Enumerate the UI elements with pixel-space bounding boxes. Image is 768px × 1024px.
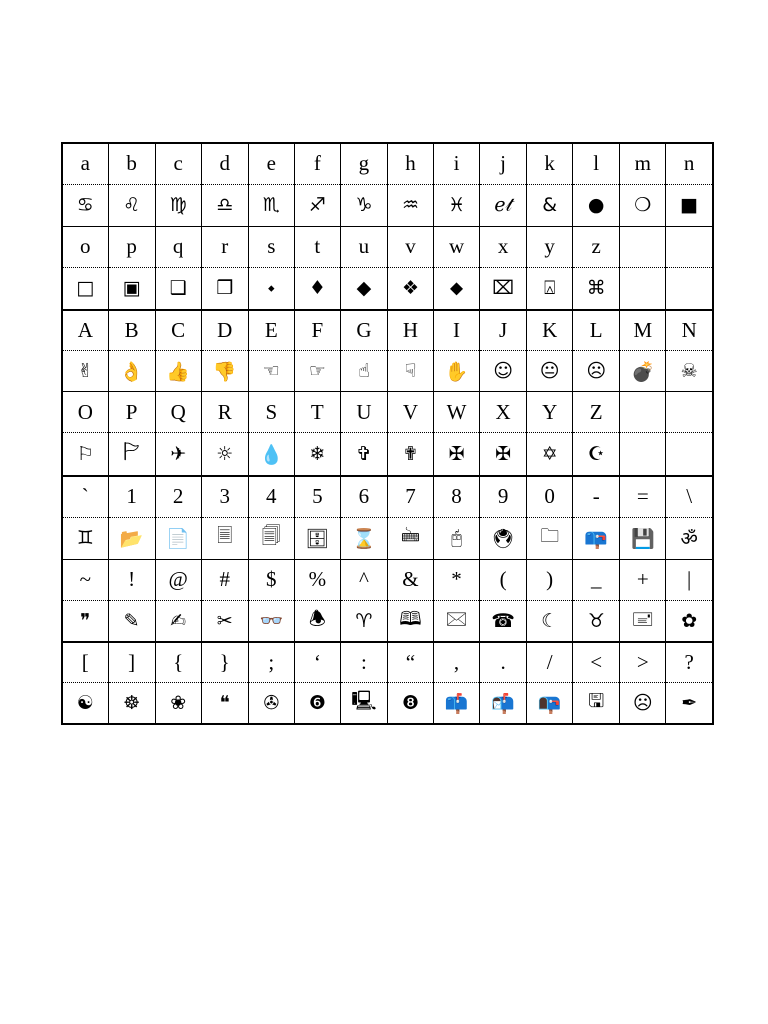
key-cell: A xyxy=(62,310,108,351)
mailbox-open-icon: 📬 xyxy=(480,683,527,724)
star-of-david-icon: ✡ xyxy=(527,433,573,476)
key-cell: b xyxy=(108,143,155,184)
disk-icon: 🖫 xyxy=(573,683,620,724)
writing-hand-icon: ✍ xyxy=(155,601,201,642)
character-map-body xyxy=(62,143,713,724)
character-map-table xyxy=(61,142,714,725)
pisces-sign-icon: ♓ xyxy=(434,184,480,226)
glyph-row xyxy=(62,517,713,559)
pointing-down-icon: ☟ xyxy=(387,351,433,392)
key-cell: P xyxy=(108,392,155,433)
key-cell: O xyxy=(62,392,108,433)
up-arrow-box-icon: ⍓ xyxy=(527,267,573,309)
glyph-row xyxy=(62,267,713,309)
leo-sign-icon: ♌ xyxy=(108,184,155,226)
key-cell: g xyxy=(340,143,387,184)
open-quote-icon: ❝ xyxy=(201,683,248,724)
medium-diamond-icon: ♦ xyxy=(294,267,340,309)
key-cell: H xyxy=(387,310,433,351)
scissors-icon: ✂ xyxy=(201,601,248,642)
et-ligature-icon: ℯ𝓉 xyxy=(480,184,527,226)
pennant-flag-icon: 🏱 xyxy=(108,433,155,476)
mailbox-icon: 📪 xyxy=(573,517,620,559)
key-cell: B xyxy=(108,310,155,351)
neutral-face-icon: 😐 xyxy=(527,351,573,392)
key-cell: + xyxy=(620,559,666,600)
key-cell: q xyxy=(155,226,201,267)
key-cell: j xyxy=(480,143,527,184)
key-cell: 6 xyxy=(340,476,387,517)
key-cell: 1 xyxy=(108,476,155,517)
key-cell: E xyxy=(248,310,294,351)
pages-icon: 🗐 xyxy=(248,517,294,559)
frowning-face-icon: ☹ xyxy=(573,351,620,392)
key-cell: S xyxy=(248,392,294,433)
key-cell: 9 xyxy=(480,476,527,517)
smiley-face-icon: ☺ xyxy=(480,351,527,392)
empty-glyph-cell xyxy=(666,433,713,476)
key-cell: t xyxy=(294,226,340,267)
key-row xyxy=(62,392,713,433)
key-row xyxy=(62,642,713,683)
cancer-sign-icon: ♋ xyxy=(62,184,108,226)
key-cell: & xyxy=(387,559,433,600)
key-cell: V xyxy=(387,392,433,433)
bold-square-icon: ▣ xyxy=(108,267,155,309)
om-symbol-icon: ॐ xyxy=(666,517,713,559)
glyph-row xyxy=(62,433,713,476)
key-cell: ? xyxy=(666,642,713,683)
key-cell: 3 xyxy=(201,476,248,517)
white-flag-icon: ⚐ xyxy=(62,433,108,476)
key-cell: 8 xyxy=(434,476,480,517)
key-cell: R xyxy=(201,392,248,433)
key-cell: l xyxy=(573,143,620,184)
key-cell: ^ xyxy=(340,559,387,600)
postcard-icon: 🖃 xyxy=(620,601,666,642)
key-cell: r xyxy=(201,226,248,267)
key-row xyxy=(62,310,713,351)
key-cell: k xyxy=(527,143,573,184)
key-cell: } xyxy=(201,642,248,683)
key-cell: % xyxy=(294,559,340,600)
four-diamonds-icon: ❖ xyxy=(387,267,433,309)
double-quote-icon: ❞ xyxy=(62,601,108,642)
key-cell: c xyxy=(155,143,201,184)
empty-key-cell xyxy=(620,392,666,433)
key-cell: x xyxy=(480,226,527,267)
large-diamond-icon: ◆ xyxy=(340,267,387,309)
key-cell: z xyxy=(573,226,620,267)
key-cell: = xyxy=(620,476,666,517)
hourglass-icon: ⌛ xyxy=(340,517,387,559)
key-cell: 0 xyxy=(527,476,573,517)
yin-yang-icon: ☯ xyxy=(62,683,108,724)
key-cell: L xyxy=(573,310,620,351)
dharma-wheel-icon: ☸ xyxy=(108,683,155,724)
key-cell: d xyxy=(201,143,248,184)
document-icon: 📄 xyxy=(155,517,201,559)
filled-square-icon: ■ xyxy=(666,184,713,226)
face-icon: ☹ xyxy=(620,683,666,724)
key-cell: s xyxy=(248,226,294,267)
trackball-icon: 🖲 xyxy=(480,517,527,559)
eyeglasses-icon: 👓 xyxy=(248,601,294,642)
key-cell: 2 xyxy=(155,476,201,517)
latin-cross-icon: ✞ xyxy=(340,433,387,476)
file-cabinet-icon: 🗄 xyxy=(294,517,340,559)
key-cell: U xyxy=(340,392,387,433)
scorpio-sign-icon: ♏ xyxy=(248,184,294,226)
glyph-row xyxy=(62,184,713,226)
key-cell: ( xyxy=(480,559,527,600)
moon-icon: ☾ xyxy=(527,601,573,642)
maltese-cross-icon: ✠ xyxy=(480,433,527,476)
key-cell: p xyxy=(108,226,155,267)
mouse-icon: 🖰 xyxy=(434,517,480,559)
ampersand-ligature-icon: & xyxy=(527,184,573,226)
floppy-disk-icon: 💾 xyxy=(620,517,666,559)
key-cell: ~ xyxy=(62,559,108,600)
open-hand-icon: ✋ xyxy=(434,351,480,392)
key-cell: [ xyxy=(62,642,108,683)
key-cell: h xyxy=(387,143,433,184)
key-cell: e xyxy=(248,143,294,184)
key-cell: . xyxy=(480,642,527,683)
key-cell: ‘ xyxy=(294,642,340,683)
shadowed-circle-icon: ❍ xyxy=(620,184,666,226)
snowflake-icon: ❄ xyxy=(294,433,340,476)
key-cell: n xyxy=(666,143,713,184)
small-diamond-alt-icon: ⬥ xyxy=(434,267,480,309)
key-cell: G xyxy=(340,310,387,351)
key-cell: * xyxy=(434,559,480,600)
key-cell: , xyxy=(434,642,480,683)
empty-key-cell xyxy=(620,226,666,267)
key-cell: X xyxy=(480,392,527,433)
tape-cartridge-icon: ✇ xyxy=(248,683,294,724)
bomb-icon: 💣 xyxy=(620,351,666,392)
key-cell: M xyxy=(620,310,666,351)
bell-icon: 🕭 xyxy=(294,601,340,642)
key-cell: < xyxy=(573,642,620,683)
key-cell: ! xyxy=(108,559,155,600)
key-cell: y xyxy=(527,226,573,267)
key-cell: : xyxy=(340,642,387,683)
droplet-icon: 💧 xyxy=(248,433,294,476)
pointing-right-icon: ☞ xyxy=(294,351,340,392)
taurus-sign-icon: ♉ xyxy=(573,601,620,642)
sun-icon: ☼ xyxy=(201,433,248,476)
x-in-box-icon: ⌧ xyxy=(480,267,527,309)
mailbox-lowered-icon: 📭 xyxy=(527,683,573,724)
open-folder-icon: 📂 xyxy=(108,517,155,559)
key-cell: 5 xyxy=(294,476,340,517)
negative-circled-eight-icon: ❽ xyxy=(387,683,433,724)
key-row xyxy=(62,226,713,267)
desktop-computer-icon: 🖳 xyxy=(340,683,387,724)
open-square-icon: □ xyxy=(62,267,108,309)
folder-icon: 🗀 xyxy=(527,517,573,559)
celtic-cross-icon: ✠ xyxy=(434,433,480,476)
key-cell: w xyxy=(434,226,480,267)
key-cell: K xyxy=(527,310,573,351)
page-icon: 🗏 xyxy=(201,517,248,559)
airplane-icon: ✈ xyxy=(155,433,201,476)
pointing-left-icon: ☜ xyxy=(248,351,294,392)
key-cell: F xyxy=(294,310,340,351)
empty-glyph-cell xyxy=(620,267,666,309)
glyph-row xyxy=(62,683,713,724)
lotus-icon: ❀ xyxy=(155,683,201,724)
empty-key-cell xyxy=(666,392,713,433)
key-cell: i xyxy=(434,143,480,184)
key-cell: - xyxy=(573,476,620,517)
key-cell: { xyxy=(155,642,201,683)
empty-glyph-cell xyxy=(666,267,713,309)
glyph-row xyxy=(62,601,713,642)
mailbox-closed-icon: 📫 xyxy=(434,683,480,724)
aries-sign-icon: ♈ xyxy=(340,601,387,642)
key-cell: u xyxy=(340,226,387,267)
envelope-icon: 🖂 xyxy=(434,601,480,642)
key-cell: / xyxy=(527,642,573,683)
writing-pen-icon: ✒ xyxy=(666,683,713,724)
key-row xyxy=(62,476,713,517)
telephone-icon: ☎ xyxy=(480,601,527,642)
ok-hand-icon: 👌 xyxy=(108,351,155,392)
key-cell: T xyxy=(294,392,340,433)
key-cell: m xyxy=(620,143,666,184)
key-cell: @ xyxy=(155,559,201,600)
keyboard-icon: 🖮 xyxy=(387,517,433,559)
virgo-sign-icon: ♍ xyxy=(155,184,201,226)
gemini-sign-icon: ♊ xyxy=(62,517,108,559)
thumbs-down-icon: 👎 xyxy=(201,351,248,392)
key-cell: Q xyxy=(155,392,201,433)
key-cell: o xyxy=(62,226,108,267)
key-cell: $ xyxy=(248,559,294,600)
thumbs-up-icon: 👍 xyxy=(155,351,201,392)
key-cell: | xyxy=(666,559,713,600)
key-cell: J xyxy=(480,310,527,351)
key-row xyxy=(62,559,713,600)
filled-circle-icon: ● xyxy=(573,184,620,226)
empty-glyph-cell xyxy=(620,433,666,476)
key-cell: v xyxy=(387,226,433,267)
shadowed-square-lower-right-icon: ❑ xyxy=(155,267,201,309)
key-cell: “ xyxy=(387,642,433,683)
pointing-up-icon: ☝ xyxy=(340,351,387,392)
key-cell: Z xyxy=(573,392,620,433)
aquarius-sign-icon: ♒ xyxy=(387,184,433,226)
shadowed-square-upper-right-icon: ❒ xyxy=(201,267,248,309)
key-cell: W xyxy=(434,392,480,433)
small-diamond-icon: ⬩ xyxy=(248,267,294,309)
key-cell: I xyxy=(434,310,480,351)
sagittarius-sign-icon: ♐ xyxy=(294,184,340,226)
skull-crossbones-icon: ☠ xyxy=(666,351,713,392)
key-cell: > xyxy=(620,642,666,683)
negative-circled-six-icon: ❻ xyxy=(294,683,340,724)
key-cell: Y xyxy=(527,392,573,433)
key-cell: a xyxy=(62,143,108,184)
open-book-icon: 🕮 xyxy=(387,601,433,642)
crescent-star-icon: ☪ xyxy=(573,433,620,476)
key-cell: C xyxy=(155,310,201,351)
key-cell: f xyxy=(294,143,340,184)
key-row xyxy=(62,143,713,184)
capricorn-sign-icon: ♑ xyxy=(340,184,387,226)
key-cell: \ xyxy=(666,476,713,517)
key-cell: # xyxy=(201,559,248,600)
key-cell: ` xyxy=(62,476,108,517)
key-cell: N xyxy=(666,310,713,351)
shadowed-cross-icon: ✟ xyxy=(387,433,433,476)
victory-hand-icon: ✌ xyxy=(62,351,108,392)
pencil-icon: ✎ xyxy=(108,601,155,642)
key-cell: ) xyxy=(527,559,573,600)
glyph-row xyxy=(62,351,713,392)
key-cell: 4 xyxy=(248,476,294,517)
key-cell: 7 xyxy=(387,476,433,517)
key-cell: ; xyxy=(248,642,294,683)
command-key-icon: ⌘ xyxy=(573,267,620,309)
flower-icon: ✿ xyxy=(666,601,713,642)
libra-sign-icon: ♎ xyxy=(201,184,248,226)
key-cell: _ xyxy=(573,559,620,600)
empty-key-cell xyxy=(666,226,713,267)
key-cell: D xyxy=(201,310,248,351)
key-cell: ] xyxy=(108,642,155,683)
